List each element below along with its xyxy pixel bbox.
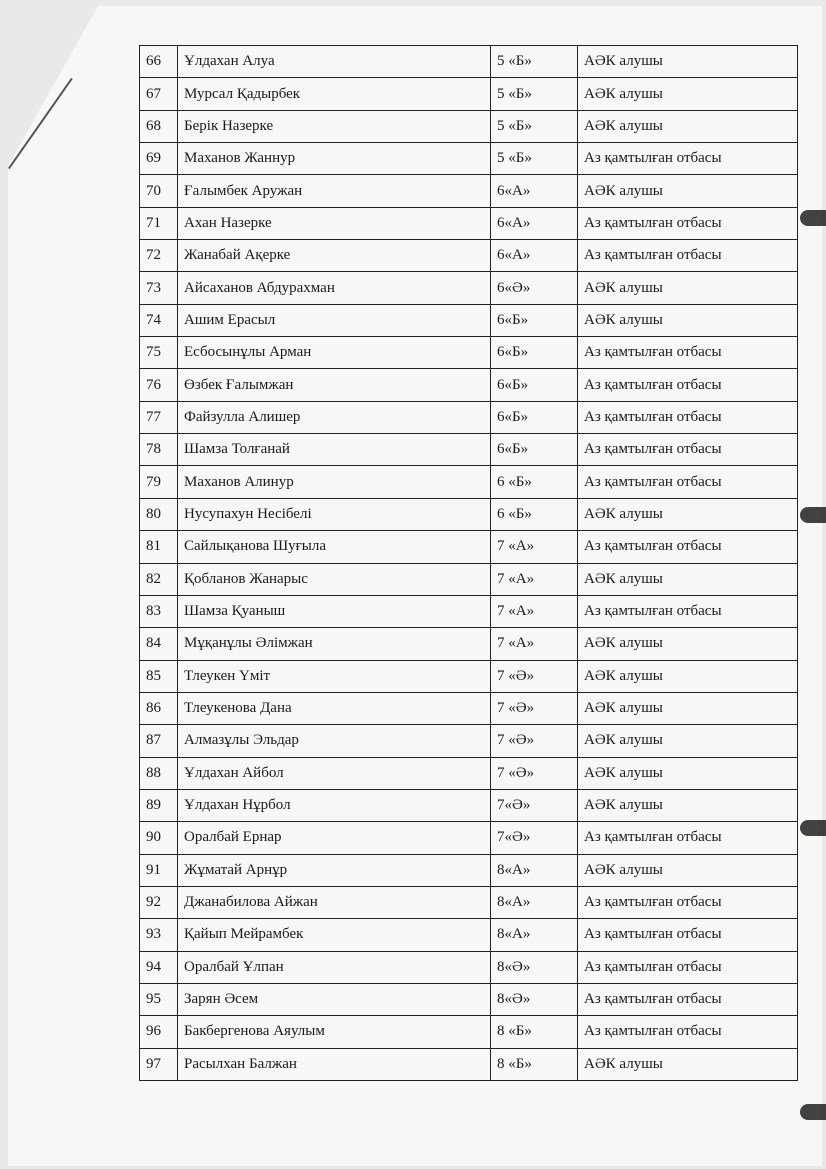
support-status: АӘК алушы — [578, 660, 798, 692]
table-row — [140, 110, 798, 142]
table-row — [140, 401, 798, 433]
table-row — [140, 1048, 798, 1080]
class-grade: 5 «Б» — [491, 110, 578, 142]
class-grade: 8«Ә» — [491, 983, 578, 1015]
row-number: 84 — [140, 628, 178, 660]
class-grade: 7 «А» — [491, 563, 578, 595]
support-status: АӘК алушы — [578, 854, 798, 886]
row-number: 88 — [140, 757, 178, 789]
support-status: Аз қамтылған отбасы — [578, 886, 798, 918]
support-status: АӘК алушы — [578, 725, 798, 757]
row-number: 77 — [140, 401, 178, 433]
table-row — [140, 692, 798, 724]
student-name: Зарян Әсем — [178, 983, 491, 1015]
row-number: 87 — [140, 725, 178, 757]
class-grade: 8«Ә» — [491, 951, 578, 983]
row-number: 96 — [140, 1016, 178, 1048]
student-name: Маханов Жаннур — [178, 143, 491, 175]
student-name: Ұлдахан Нұрбол — [178, 789, 491, 821]
table-row — [140, 207, 798, 239]
table-row — [140, 789, 798, 821]
row-number: 85 — [140, 660, 178, 692]
support-status: АӘК алушы — [578, 78, 798, 110]
class-grade: 5 «Б» — [491, 78, 578, 110]
student-name: Айсаханов Абдурахман — [178, 272, 491, 304]
scan-smudge — [800, 820, 826, 836]
student-name: Берік Назерке — [178, 110, 491, 142]
row-number: 66 — [140, 46, 178, 78]
class-grade: 6«Б» — [491, 337, 578, 369]
class-grade: 6 «Б» — [491, 498, 578, 530]
support-status: АӘК алушы — [578, 789, 798, 821]
table-row — [140, 822, 798, 854]
support-status: АӘК алушы — [578, 498, 798, 530]
class-grade: 8«А» — [491, 919, 578, 951]
class-grade: 7 «Ә» — [491, 660, 578, 692]
support-status: АӘК алушы — [578, 304, 798, 336]
support-status: Аз қамтылған отбасы — [578, 369, 798, 401]
support-status: Аз қамтылған отбасы — [578, 531, 798, 563]
class-grade: 6«Б» — [491, 304, 578, 336]
table-row — [140, 1016, 798, 1048]
row-number: 93 — [140, 919, 178, 951]
student-name: Алмазұлы Эльдар — [178, 725, 491, 757]
class-grade: 6«Б» — [491, 401, 578, 433]
student-name: Шамза Толғанай — [178, 434, 491, 466]
student-name: Мурсал Қадырбек — [178, 78, 491, 110]
student-name: Есбосынұлы Арман — [178, 337, 491, 369]
class-grade: 6«Б» — [491, 369, 578, 401]
row-number: 71 — [140, 207, 178, 239]
class-grade: 6«А» — [491, 240, 578, 272]
row-number: 73 — [140, 272, 178, 304]
row-number: 89 — [140, 789, 178, 821]
row-number: 74 — [140, 304, 178, 336]
student-name: Бакбергенова Аяулым — [178, 1016, 491, 1048]
class-grade: 7 «Ә» — [491, 725, 578, 757]
student-name: Ұлдахан Алуа — [178, 46, 491, 78]
row-number: 69 — [140, 143, 178, 175]
student-name: Тлеукен Үміт — [178, 660, 491, 692]
row-number: 80 — [140, 498, 178, 530]
table-row — [140, 886, 798, 918]
support-status: АӘК алушы — [578, 175, 798, 207]
table-row — [140, 595, 798, 627]
student-name: Нусупахун Несібелі — [178, 498, 491, 530]
table-row — [140, 854, 798, 886]
student-name: Мұқанұлы Әлімжан — [178, 628, 491, 660]
table-row — [140, 951, 798, 983]
roster-body — [140, 46, 798, 1081]
table-row — [140, 498, 798, 530]
support-status: АӘК алушы — [578, 272, 798, 304]
row-number: 79 — [140, 466, 178, 498]
table-row — [140, 337, 798, 369]
student-name: Ахан Назерке — [178, 207, 491, 239]
row-number: 75 — [140, 337, 178, 369]
class-grade: 7 «Ә» — [491, 692, 578, 724]
class-grade: 5 «Б» — [491, 143, 578, 175]
scan-smudge — [800, 507, 826, 523]
scan-smudge — [800, 210, 826, 226]
row-number: 97 — [140, 1048, 178, 1080]
row-number: 72 — [140, 240, 178, 272]
scan-smudge — [800, 1104, 826, 1120]
table-row — [140, 78, 798, 110]
row-number: 76 — [140, 369, 178, 401]
support-status: АӘК алушы — [578, 110, 798, 142]
class-grade: 7 «А» — [491, 531, 578, 563]
class-grade: 8 «Б» — [491, 1048, 578, 1080]
row-number: 82 — [140, 563, 178, 595]
support-status: Аз қамтылған отбасы — [578, 466, 798, 498]
support-status: Аз қамтылған отбасы — [578, 337, 798, 369]
row-number: 92 — [140, 886, 178, 918]
class-grade: 7 «Ә» — [491, 757, 578, 789]
support-status: Аз қамтылған отбасы — [578, 207, 798, 239]
support-status: Аз қамтылған отбасы — [578, 595, 798, 627]
student-roster-table — [139, 45, 798, 1081]
table-row — [140, 628, 798, 660]
class-grade: 6«А» — [491, 207, 578, 239]
student-name: Қобланов Жанарыс — [178, 563, 491, 595]
support-status: АӘК алушы — [578, 692, 798, 724]
support-status: Аз қамтылған отбасы — [578, 1016, 798, 1048]
student-name: Ашим Ерасыл — [178, 304, 491, 336]
class-grade: 8 «Б» — [491, 1016, 578, 1048]
student-name: Өзбек Ғалымжан — [178, 369, 491, 401]
support-status: Аз қамтылған отбасы — [578, 143, 798, 175]
support-status: Аз қамтылған отбасы — [578, 951, 798, 983]
student-name: Расылхан Балжан — [178, 1048, 491, 1080]
support-status: АӘК алушы — [578, 1048, 798, 1080]
student-name: Оралбай Ұлпан — [178, 951, 491, 983]
student-name: Оралбай Ернар — [178, 822, 491, 854]
student-name: Тлеукенова Дана — [178, 692, 491, 724]
class-grade: 5 «Б» — [491, 46, 578, 78]
student-name: Қайып Мейрамбек — [178, 919, 491, 951]
class-grade: 6 «Б» — [491, 466, 578, 498]
support-status: АӘК алушы — [578, 563, 798, 595]
support-status: Аз қамтылған отбасы — [578, 983, 798, 1015]
support-status: АӘК алушы — [578, 628, 798, 660]
row-number: 68 — [140, 110, 178, 142]
row-number: 91 — [140, 854, 178, 886]
row-number: 70 — [140, 175, 178, 207]
class-grade: 7 «А» — [491, 628, 578, 660]
support-status: Аз қамтылған отбасы — [578, 434, 798, 466]
row-number: 83 — [140, 595, 178, 627]
student-name: Маханов Алинур — [178, 466, 491, 498]
row-number: 81 — [140, 531, 178, 563]
table-row — [140, 757, 798, 789]
row-number: 67 — [140, 78, 178, 110]
support-status: Аз қамтылған отбасы — [578, 822, 798, 854]
student-name: Ғалымбек Аружан — [178, 175, 491, 207]
table-row — [140, 919, 798, 951]
row-number: 78 — [140, 434, 178, 466]
class-grade: 6«Б» — [491, 434, 578, 466]
support-status: АӘК алушы — [578, 757, 798, 789]
table-row — [140, 369, 798, 401]
support-status: Аз қамтылған отбасы — [578, 401, 798, 433]
support-status: АӘК алушы — [578, 46, 798, 78]
table-row — [140, 531, 798, 563]
class-grade: 7«Ә» — [491, 822, 578, 854]
support-status: Аз қамтылған отбасы — [578, 240, 798, 272]
table-row — [140, 434, 798, 466]
table-row — [140, 466, 798, 498]
student-name: Джанабилова Айжан — [178, 886, 491, 918]
table-row — [140, 143, 798, 175]
table-row — [140, 563, 798, 595]
row-number: 95 — [140, 983, 178, 1015]
class-grade: 6«Ә» — [491, 272, 578, 304]
support-status: Аз қамтылған отбасы — [578, 919, 798, 951]
table-row — [140, 46, 798, 78]
student-name: Жұматай Арнұр — [178, 854, 491, 886]
class-grade: 8«А» — [491, 854, 578, 886]
student-name: Жанабай Ақерке — [178, 240, 491, 272]
table-row — [140, 272, 798, 304]
table-row — [140, 660, 798, 692]
table-row — [140, 983, 798, 1015]
class-grade: 6«А» — [491, 175, 578, 207]
table-row — [140, 304, 798, 336]
student-name: Шамза Қуаныш — [178, 595, 491, 627]
class-grade: 7«Ә» — [491, 789, 578, 821]
student-name: Сайлықанова Шуғыла — [178, 531, 491, 563]
student-name: Ұлдахан Айбол — [178, 757, 491, 789]
table-row — [140, 175, 798, 207]
row-number: 94 — [140, 951, 178, 983]
table-row — [140, 240, 798, 272]
student-name: Файзулла Алишер — [178, 401, 491, 433]
class-grade: 7 «А» — [491, 595, 578, 627]
row-number: 86 — [140, 692, 178, 724]
table-row — [140, 725, 798, 757]
row-number: 90 — [140, 822, 178, 854]
class-grade: 8«А» — [491, 886, 578, 918]
